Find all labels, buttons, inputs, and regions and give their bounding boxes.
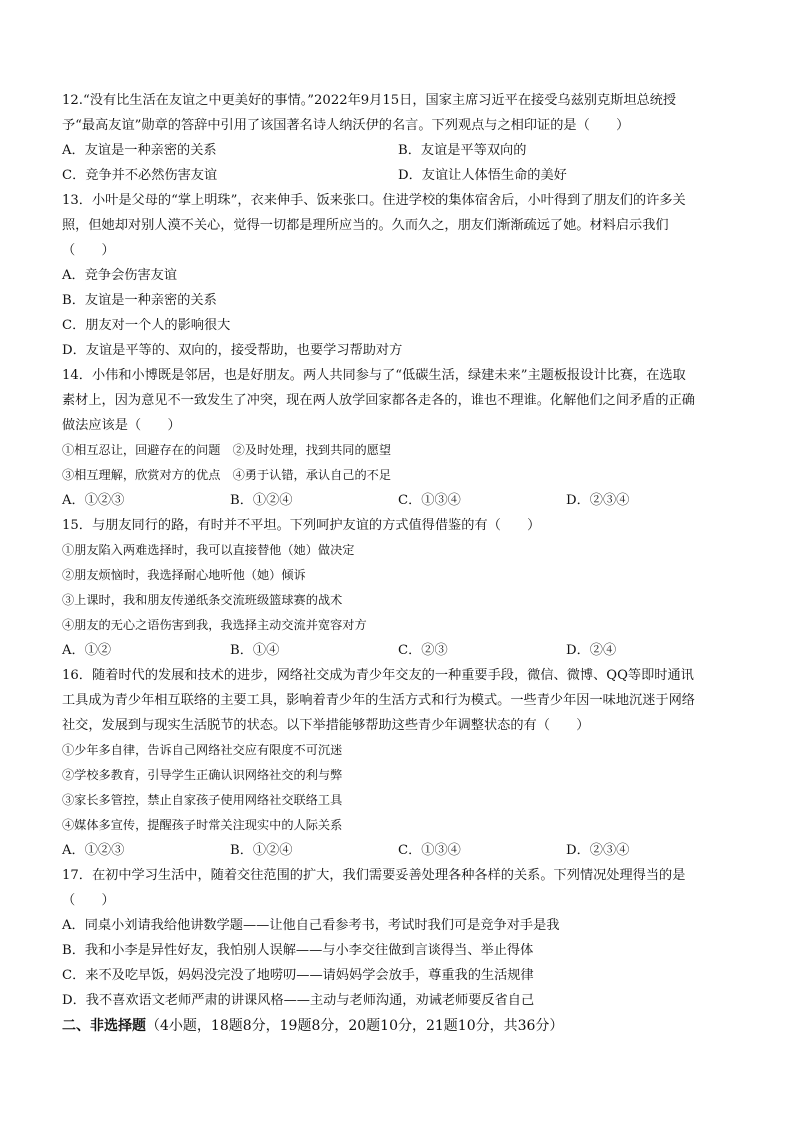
option-b: B．①④ (230, 643, 280, 658)
statement: ①相互忍让，回避存在的问题 ②及时处理，找到共同的愿望 (62, 443, 392, 457)
question-14 (62, 363, 742, 513)
section-note: （4小题，18题8分，19题8分，20题10分，21题10分，共36分） (146, 1018, 564, 1034)
question-12 (62, 88, 742, 188)
question-text: 社交，发展到与现实生活脱节的状态。以下举措能够帮助这些青少年调整状态的有（ ） (62, 718, 590, 733)
question-text: 16．随着时代的发展和技术的进步，网络社交成为青少年交友的一种重要手段，微信、微博、QQ等即时通讯 (62, 668, 694, 683)
question-text: 照，但她却对别人漠不关心，觉得一切都是理所应当的。久而久之，朋友们渐渐疏远了她。材料启示我们 (62, 218, 669, 233)
option-b: B．我和小李是异性好友，我怕别人误解——与小李交往做到言谈得当、举止得体 (62, 943, 534, 958)
statement: ④媒体多宣传，提醒孩子时常关注现实中的人际关系 (62, 818, 343, 832)
option-b: B．友谊是平等双向的 (398, 143, 527, 158)
statement: ③上课时，我和朋友传递纸条交流班级篮球赛的战术 (62, 593, 343, 607)
statement: ①少年多自律，告诉自己网络社交应有限度不可沉迷 (62, 743, 343, 757)
option-d: D．②③④ (566, 843, 630, 858)
question-text: 工具成为青少年相互联络的主要工具，影响着青少年的生活方式和行为模式。一些青少年因一味地沉迷于网络 (62, 693, 695, 708)
option-a: A．①②③ (62, 493, 125, 508)
question-text: 14．小伟和小博既是邻居，也是好朋友。两人共同参与了“低碳生活，绿建未来”主题板报设计比赛，在选取 (62, 368, 686, 383)
options-row (62, 838, 742, 863)
option-a: A．①②③ (62, 843, 125, 858)
option-a: A．友谊是一种亲密的关系 (62, 143, 217, 158)
statement: ④朋友的无心之语伤害到我，我选择主动交流并宽容对方 (62, 618, 367, 632)
options-row (62, 488, 742, 513)
option-d: D．②③④ (566, 493, 630, 508)
question-text: （ ） (62, 893, 115, 908)
question-text: 做法应该是（ ） (62, 418, 181, 433)
question-text: 17．在初中学习生活中，随着交往范围的扩大，我们需要妥善处理各种各样的关系。下列情况处理得当的是 (62, 868, 686, 883)
statement: ①朋友陷入两难选择时，我可以直接替他（她）做决定 (62, 543, 355, 557)
statement: ③相互理解，欣赏对方的优点 ④勇于认错，承认自己的不足 (62, 468, 392, 482)
option-b: B．友谊是一种亲密的关系 (62, 293, 217, 308)
question-15 (62, 513, 742, 663)
section-heading (62, 1013, 742, 1039)
option-d: D．友谊是平等的、双向的，接受帮助，也要学习帮助对方 (62, 343, 403, 358)
option-b: B．①②④ (230, 493, 293, 508)
options-row (62, 638, 742, 663)
section-title: 二、非选择题 (62, 1018, 146, 1034)
question-17 (62, 863, 742, 1013)
question-16 (62, 663, 742, 863)
question-text: 15．与朋友同行的路，有时并不平坦。下列呵护友谊的方式值得借鉴的有（ ） (62, 518, 541, 533)
option-c: C．①③④ (398, 493, 461, 508)
option-c: C．②③ (398, 643, 448, 658)
exam-page (62, 88, 742, 1039)
question-13 (62, 188, 742, 363)
option-c: C．朋友对一个人的影响很大 (62, 318, 231, 333)
option-b: B．①②④ (230, 843, 293, 858)
option-c: C．①③④ (398, 843, 461, 858)
statement: ②学校多教育，引导学生正确认识网络社交的利与弊 (62, 768, 343, 782)
question-text: 素材上，因为意见不一致发生了冲突，现在两人放学回家都各走各的，谁也不理谁。化解他们之间矛盾的正确 (62, 393, 695, 408)
question-text: 予“最高友谊”勋章的答辞中引用了该国著名诗人纳沃伊的名言。下列观点与之相印证的是（ ） (62, 118, 630, 133)
option-a: A．同桌小刘请我给他讲数学题——让他自己看参考书，考试时我们可是竞争对手是我 (62, 918, 560, 933)
option-d: D．②④ (566, 643, 617, 658)
option-a: A．①② (62, 643, 112, 658)
option-a: A．竞争会伤害友谊 (62, 268, 178, 283)
options-row (62, 163, 742, 188)
question-text: 12.“没有比生活在友谊之中更美好的事情。”2022年9月15日，国家主席习近平在接受乌兹别克斯坦总统授 (62, 93, 677, 108)
option-c: C．来不及吃早饭，妈妈没完没了地唠叨——请妈妈学会放手，尊重我的生活规律 (62, 968, 534, 983)
option-d: D．友谊让人体悟生命的美好 (398, 168, 567, 183)
statement: ②朋友烦恼时，我选择耐心地听他（她）倾诉 (62, 568, 306, 582)
question-text: 13．小叶是父母的“掌上明珠”，衣来伸手、饭来张口。住进学校的集体宿舍后，小叶得到了朋友们的许多关 (62, 193, 686, 208)
statement: ③家长多管控，禁止自家孩子使用网络社交联络工具 (62, 793, 343, 807)
question-text: （ ） (62, 243, 115, 258)
option-d: D．我不喜欢语文老师严肃的讲课风格——主动与老师沟通，劝诫老师要反省自己 (62, 993, 535, 1008)
options-row (62, 138, 742, 163)
option-c: C．竞争并不必然伤害友谊 (62, 168, 218, 183)
